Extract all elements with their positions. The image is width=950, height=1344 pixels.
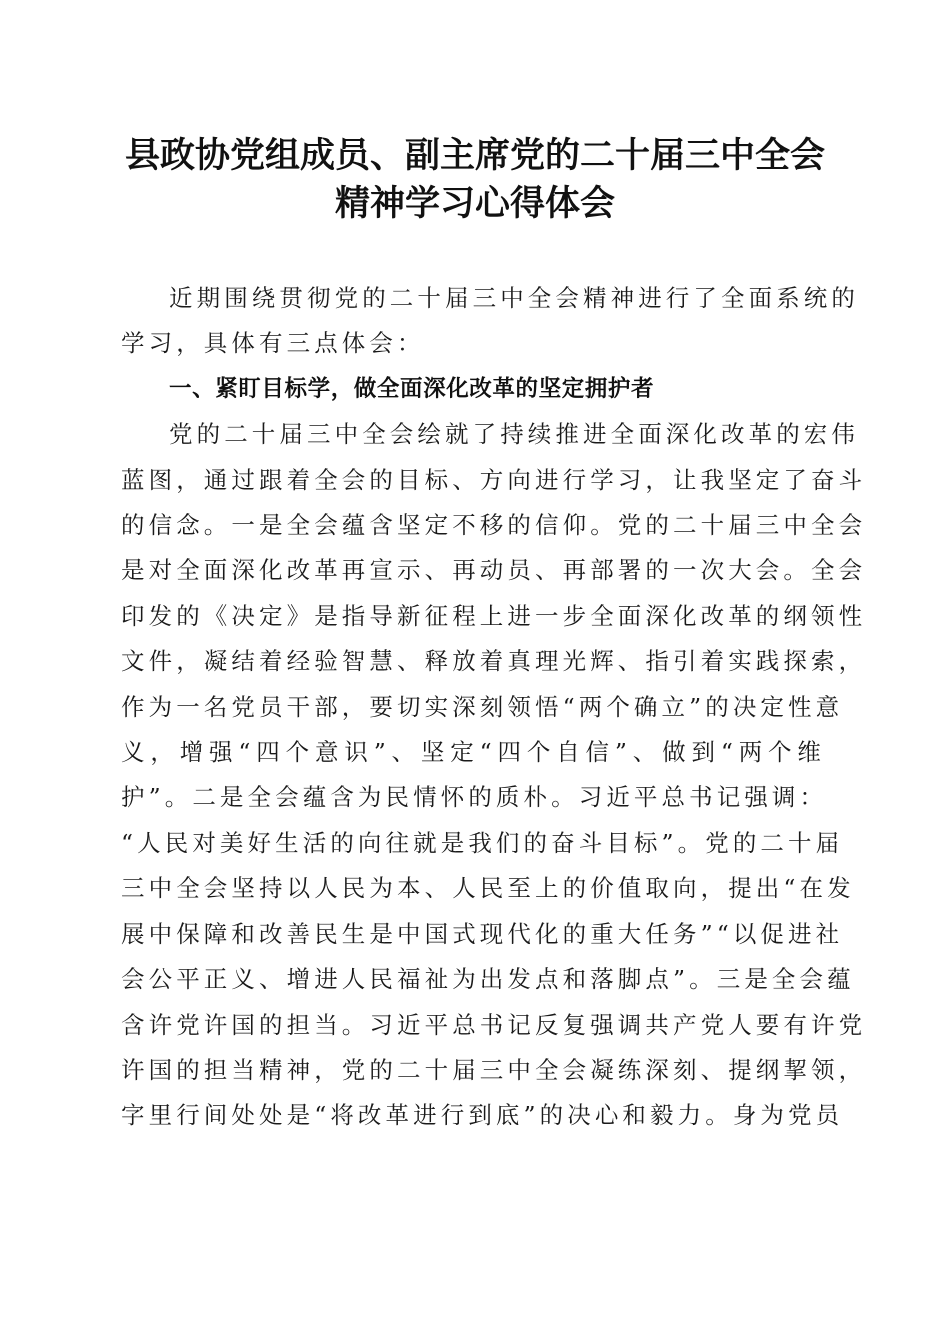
paragraph-line: 字里行间处处是“将改革进行到底”的决心和毅力。身为党员 — [121, 1101, 844, 1130]
intro-line: 近期围绕贯彻党的二十届三中全会精神进行了全面系统的 — [169, 284, 859, 312]
title-line-2: 精神学习心得体会 — [334, 183, 615, 224]
document-body — [121, 276, 867, 1139]
intro-line: 学习，具体有三点体会： — [121, 329, 425, 358]
section-heading-1: 一、紧盯目标学，做全面深化改革的坚定拥护者 — [169, 375, 655, 402]
paragraph-line: 展中保障和改善民生是中国式现代化的重大任务”“以促进社 — [121, 919, 844, 948]
paragraph-line: 会公平正义、增进人民福祉为出发点和落脚点”。三是全会蕴 — [121, 965, 855, 994]
title-line-1: 县政协党组成员、副主席党的二十届三中全会 — [124, 135, 825, 176]
paragraph-line: “人民对美好生活的向往就是我们的奋斗目标”。党的二十届 — [121, 828, 844, 857]
paragraph-line: 含许党许国的担当。习近平总书记反复强调共产党人要有许党 — [121, 1010, 867, 1039]
paragraph-line: 许国的担当精神，党的二十届三中全会凝练深刻、提纲挈领， — [121, 1055, 867, 1084]
paragraph-line: 义，增强“四个意识”、坚定“四个自信”、做到“两个维 — [121, 738, 825, 767]
document-title — [100, 132, 850, 228]
section-1-paragraph — [121, 412, 867, 1139]
paragraph-line: 三中全会坚持以人民为本、人民至上的价值取向，提出“在发 — [121, 874, 855, 903]
paragraph-line: 文件，凝结着经验智慧、释放着真理光辉、指引着实践探索， — [121, 647, 867, 676]
paragraph-line: 是对全面深化改革再宣示、再动员、再部署的一次大会。全会 — [121, 556, 867, 585]
paragraph-line: 的信念。一是全会蕴含坚定不移的信仰。党的二十届三中全会 — [121, 511, 867, 540]
intro-paragraph — [121, 276, 859, 367]
paragraph-line: 党的二十届三中全会绘就了持续推进全面深化改革的宏伟 — [169, 420, 859, 449]
paragraph-line: 作为一名党员干部，要切实深刻领悟“两个确立”的决定性意 — [121, 692, 844, 721]
paragraph-line: 蓝图，通过跟着全会的目标、方向进行学习，让我坚定了奋斗 — [121, 465, 867, 494]
paragraph-line: 护”。二是全会蕴含为民情怀的质朴。习近平总书记强调： — [121, 783, 828, 812]
paragraph-line: 印发的《决定》是指导新征程上进一步全面深化改革的纲领性 — [121, 601, 867, 630]
